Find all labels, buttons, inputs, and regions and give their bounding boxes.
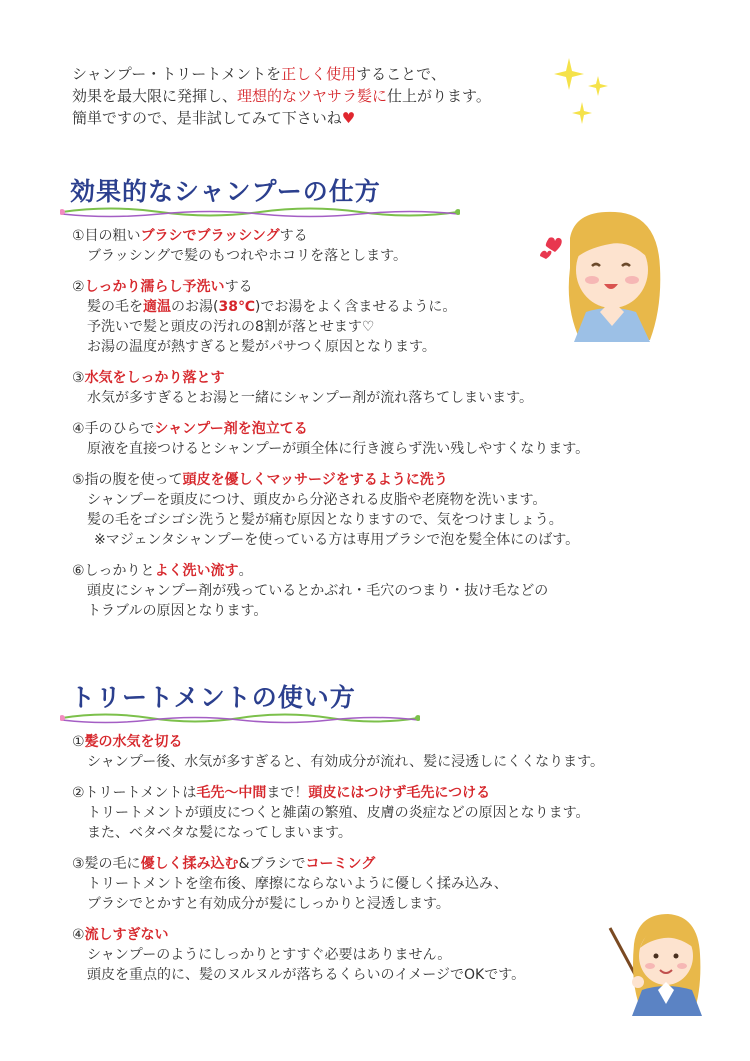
step-heading-text: ④手のひらで (72, 421, 155, 437)
step-heading (72, 732, 604, 752)
shampoo-step-4 (72, 419, 589, 459)
step-description: シャンプーのようにしっかりとすすぐ必要はありません。 (87, 947, 452, 963)
step-heading (72, 561, 589, 581)
step-heading-highlight: ブラシでブラッシング (140, 228, 280, 244)
vine-decoration (60, 205, 460, 219)
shampoo-section-title: 効果的なシャンプーの仕方 (70, 177, 381, 206)
step-heading (72, 368, 589, 388)
step-description: 原液を直接つけるとシャンプーが頭全体に行き渡らず洗い残しやすくなります。 (87, 441, 590, 457)
step-heading (72, 419, 589, 439)
sparkle-icon (552, 56, 612, 128)
treatment-step-1 (72, 732, 604, 772)
intro-text-part: することで、 (356, 65, 446, 83)
treatment-step-3 (72, 854, 604, 914)
step-heading-highlight: 髪の水気を切る (84, 734, 183, 750)
step-heading-highlight: 流しすぎない (84, 927, 169, 943)
step-heading-highlight: 毛先～中間 (196, 785, 267, 801)
step-heading-highlight: 優しく揉み込む (140, 856, 239, 872)
step-description: シャンプーを頭皮につけ、頭皮から分泌される皮脂や老廃物を洗います。 (87, 492, 547, 508)
step-text: )でお湯をよく含ませるように。 (254, 299, 457, 315)
step-description: ブラッシングで髪のもつれやホコリを落とします。 (87, 248, 407, 264)
step-heading-text: ②トリートメントは (72, 785, 197, 801)
vine-decoration (60, 711, 420, 725)
intro-text-part: 簡単ですので、是非試してみて下さいね (72, 109, 342, 127)
step-description: 水気が多すぎるとお湯と一緒にシャンプー剤が流れ落ちてしまいます。 (87, 390, 534, 406)
step-description: ブラシでとかすと有効成分が髪にしっかりと浸透します。 (87, 896, 450, 912)
intro-text (72, 63, 491, 129)
step-description: また、ベタベタな髪になってしまいます。 (87, 825, 352, 841)
intro-text-part: シャンプー・トリートメントを (72, 65, 282, 83)
shampoo-step-1 (72, 226, 589, 266)
step-description: トリートメントを塗布後、摩擦にならないように優しく揉み込み、 (87, 876, 508, 892)
step-heading (72, 854, 604, 874)
step-highlight: 適温 (143, 299, 171, 315)
shampoo-step-2 (72, 277, 589, 357)
heart-icon: ♥ (341, 109, 356, 127)
shampoo-step-5 (72, 470, 589, 550)
teacher-illustration (606, 908, 706, 1018)
step-description: トリートメントが頭皮につくと雑菌の繁殖、皮膚の炎症などの原因となります。 (87, 805, 590, 821)
step-highlight: 38℃ (218, 299, 255, 315)
step-heading (72, 277, 589, 297)
step-description: 予洗いで髪と頭皮の汚れの8割が落とせます♡ (87, 319, 375, 335)
step-heading-highlight: しっかり濡らし予洗い (84, 279, 225, 295)
step-heading-text: ③髪の毛に (72, 856, 141, 872)
step-heading (72, 783, 604, 803)
step-heading-text: ① (72, 734, 85, 750)
step-heading-highlight: 頭皮にはつけず毛先につける (308, 785, 491, 801)
intro-line-1 (72, 63, 491, 85)
step-heading-highlight: 水気をしっかり落とす (84, 370, 225, 386)
step-heading-highlight: 頭皮を優しくマッサージをするように洗う (182, 472, 448, 488)
step-description: シャンプー後、水気が多すぎると、有効成分が流れ、髪に浸透しにくくなります。 (87, 754, 605, 770)
step-heading-text: ①目の粗い (72, 228, 141, 244)
step-heading (72, 925, 604, 945)
step-heading (72, 226, 589, 246)
step-text: 髪の毛を (87, 299, 143, 315)
step-description (72, 297, 589, 317)
step-description: 髪の毛をゴシゴシ洗うと髪が痛む原因となりますので、気をつけましょう。 (87, 512, 563, 528)
step-heading-text: する (279, 228, 308, 244)
step-heading-text: ⑥しっかりと (72, 563, 155, 579)
step-heading-text: ③ (72, 370, 85, 386)
step-description: 頭皮を重点的に、髪のヌルヌルが落ちるくらいのイメージでOKです。 (87, 967, 526, 983)
step-description: お湯の温度が熱すぎると髪がパサつく原因となります。 (87, 339, 436, 355)
shampoo-step-3 (72, 368, 589, 408)
step-heading-text: ⑤指の腹を使って (72, 472, 183, 488)
intro-highlight: 理想的なツヤサラ髪に (237, 87, 388, 105)
intro-text-part: 仕上がります。 (387, 87, 491, 105)
shampoo-step-6 (72, 561, 589, 621)
step-heading-text: ④ (72, 927, 85, 943)
step-heading-text: 。 (238, 563, 253, 579)
step-note: ※マジェンタシャンプーを使っている方は専用ブラシで泡を髪全体にのばす。 (94, 532, 580, 548)
treatment-step-4 (72, 925, 604, 985)
intro-highlight: 正しく使用 (281, 65, 357, 83)
treatment-step-2 (72, 783, 604, 843)
step-heading-highlight: コーミング (305, 856, 376, 872)
shampoo-steps (72, 226, 589, 632)
intro-line-3 (72, 107, 491, 129)
step-heading-highlight: よく洗い流す (154, 563, 239, 579)
step-heading-text: &ブラシで (238, 856, 306, 872)
step-description: 頭皮にシャンプー剤が残っているとかぶれ・毛穴のつまり・抜け毛などの (87, 583, 549, 599)
step-text: のお湯( (171, 299, 219, 315)
step-heading (72, 470, 589, 490)
intro-line-2 (72, 85, 491, 107)
step-heading-highlight: シャンプー剤を泡立てる (154, 421, 308, 437)
treatment-steps (72, 732, 604, 996)
step-heading-text: まで！ (266, 785, 309, 801)
intro-text-part: 効果を最大限に発揮し、 (72, 87, 238, 105)
step-heading-text: する (224, 279, 253, 295)
step-heading-text: ② (72, 279, 85, 295)
step-description: トラブルの原因となります。 (87, 603, 268, 619)
treatment-section-title: トリートメントの使い方 (70, 683, 356, 712)
